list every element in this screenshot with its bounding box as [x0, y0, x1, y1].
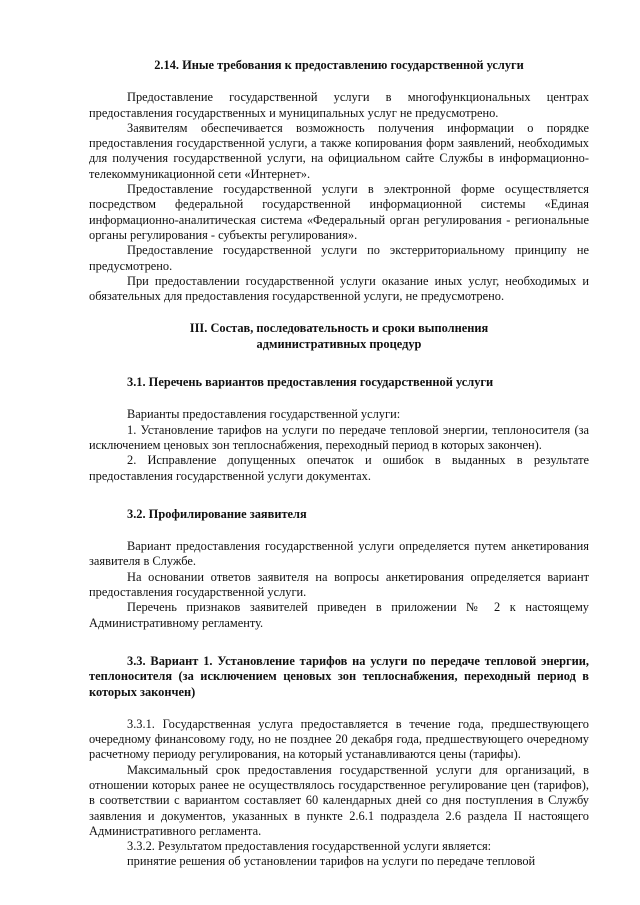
paragraph: Предоставление государственной услуги в электронной форме осуществляется посредством федеральной государственной информационной системы «Единая информационно-аналитическая система «Федеральный орган регулирования - региональные органы регулирования - субъекты регулирования».: [89, 182, 589, 242]
paragraph: 3.3.2. Результатом предоставления государственной услуги является:: [127, 839, 492, 854]
paragraph: На основании ответов заявителя на вопросы анкетирования определяется вариант предоставления государственной услуги.: [89, 569, 589, 600]
paragraph: Заявителям обеспечивается возможность получения информации о порядке предоставления государственной услуги, а также копирования форм заявлений, необходимых для получения государственной услуги, на официальном сайте Службы в информационно-телекоммуникационной сети «Интернет».: [89, 120, 589, 181]
paragraph: Предоставление государственной услуги в многофункциональных центрах предоставления государственных и муниципальных услуг не предусмотрено.: [89, 90, 589, 120]
document-page: [89, 58, 589, 870]
paragraph: Перечень признаков заявителей приведен в приложении № 2 к настоящему Административному регламенту.: [89, 600, 589, 630]
section-3-heading-line1: III. Состав, последовательность и сроки выполнения: [189, 321, 489, 336]
section-3-3-heading: 3.3. Вариант 1. Установление тарифов на услуги по передаче тепловой энергии, теплоносителя (за исключением ценовых зон теплоснабжения, переходный период в которых закончен): [89, 653, 589, 699]
paragraph: 3.3.1. Государственная услуга предоставляется в течение года, предшествующего очередному финансовому году, но не позднее 20 декабря года, предшествующего очередному расчетному периоду регулирования, на который устанавливаются цены (тарифы).: [89, 716, 589, 762]
section-3-2-heading: 3.2. Профилирование заявителя: [127, 506, 307, 521]
section-3-1-heading: 3.1. Перечень вариантов предоставления государственной услуги: [127, 375, 494, 390]
paragraph: Максимальный срок предоставления государственной услуги для организаций, в отношении которых ранее не осуществлялось государственное регулирование цен (тарифов), в соответствии с вариантом составляет 60 календарных дней со дня поступления в Службу заявления и документов, указанных в пункте 2.6.1 подраздела 2.6 раздела II настоящего Административного регламента.: [89, 762, 589, 838]
paragraph: 2. Исправление допущенных опечаток и ошибок в выданных в результате предоставления государственной услуги документах.: [89, 453, 589, 483]
section-2-14-heading: 2.14. Иные требования к предоставлению государственной услуги: [154, 58, 524, 72]
paragraph: принятие решения об установлении тарифов на услуги по передаче тепловой: [127, 854, 536, 869]
section-3-heading-line2: административных процедур: [256, 336, 422, 351]
paragraph: При предоставлении государственной услуги оказание иных услуг, необходимых и обязательных для предоставления государственной услуги, не предусмотрено.: [89, 273, 589, 304]
paragraph: 1. Установление тарифов на услуги по передаче тепловой энергии, теплоносителя (за исключением ценовых зон теплоснабжения, переходный период в которых закончен).: [89, 422, 589, 452]
paragraph: Предоставление государственной услуги по экстерриториальному принципу не предусмотрено.: [89, 243, 589, 273]
paragraph: Вариант предоставления государственной услуги определяется путем анкетирования заявителя в Службе.: [89, 539, 589, 569]
paragraph: Варианты предоставления государственной услуги:: [127, 407, 401, 422]
